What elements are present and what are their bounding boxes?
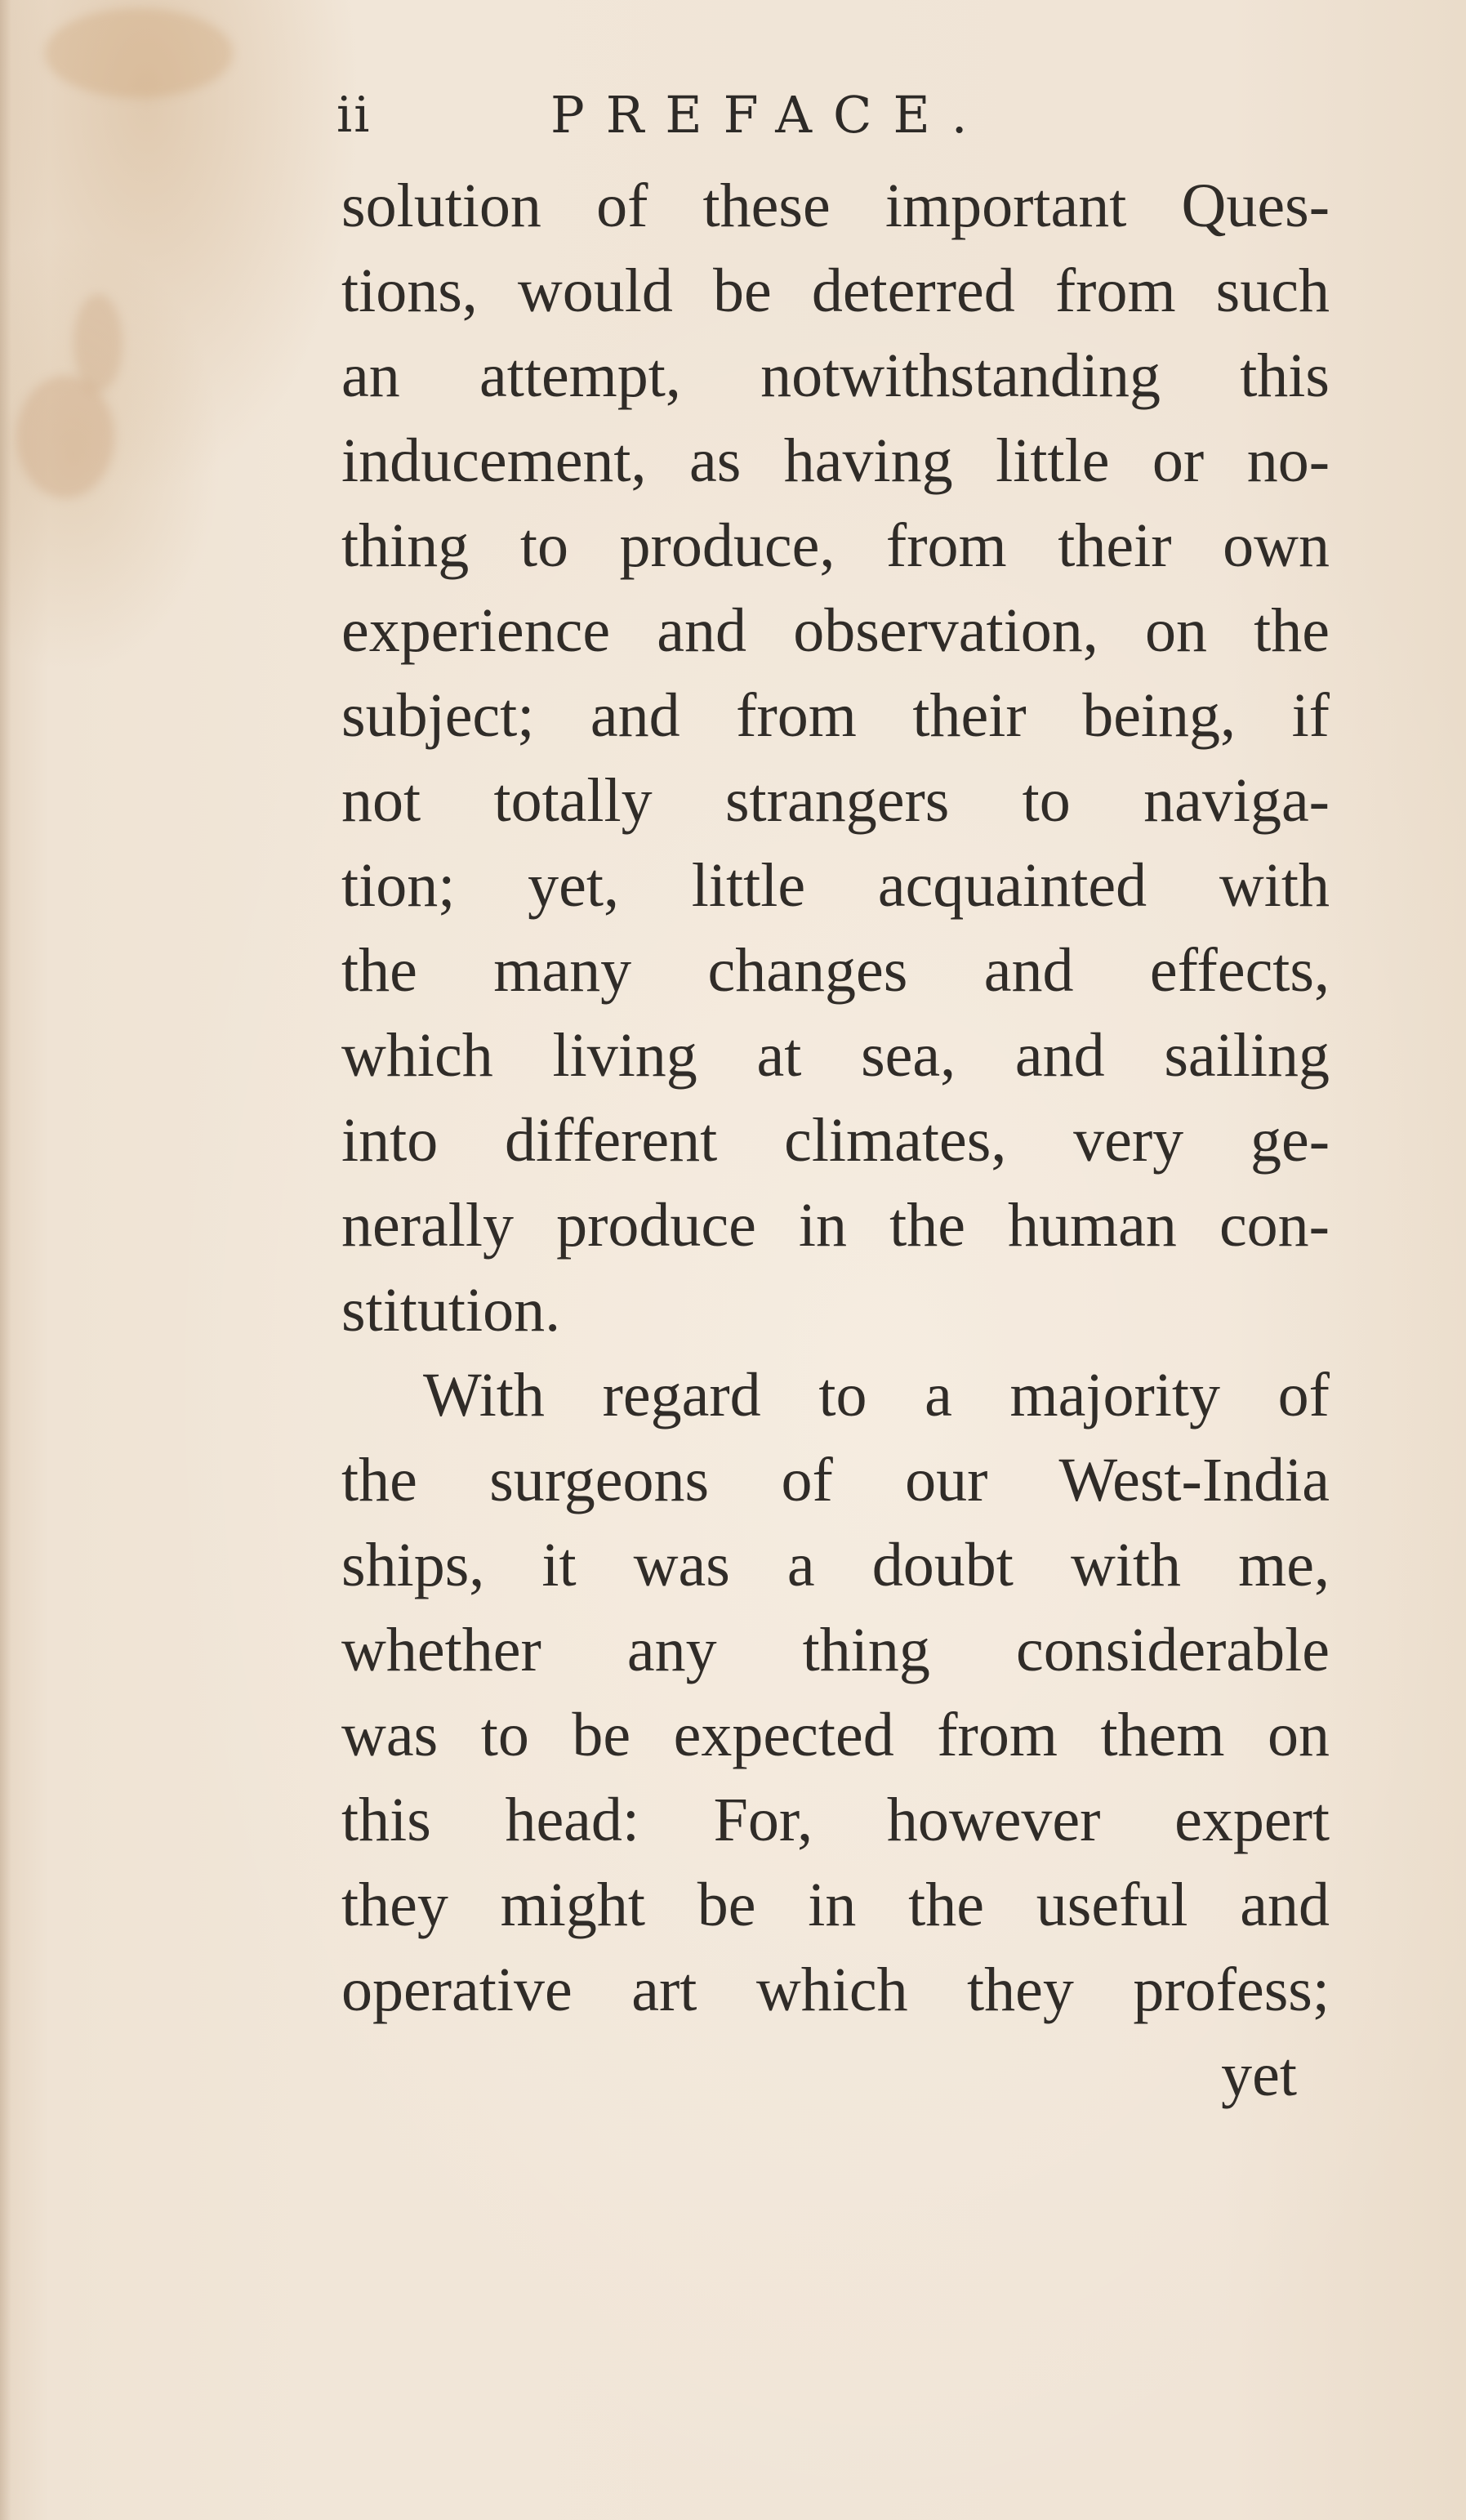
text-line: not totally strangers to naviga- (341, 766, 1330, 835)
text-line: into different climates, very ge- (341, 1106, 1330, 1175)
text-line: solution of these important Ques- (341, 172, 1330, 240)
body-text (341, 163, 1330, 2117)
text-line: tions, would be deterred from such (341, 256, 1330, 325)
text-line: subject; and from their being, if (341, 681, 1330, 750)
text-line: which living at sea, and sailing (341, 1021, 1330, 1090)
paper-stain (16, 376, 114, 498)
paper-stain (74, 294, 123, 392)
text-line: stitution. (341, 1276, 561, 1345)
text-line: tion; yet, little acquainted with (341, 851, 1330, 920)
paragraph-first-line: With regard to a majority of (423, 1361, 1330, 1429)
text-line: ships, it was a doubt with me, (341, 1531, 1330, 1599)
catchword: yet (1221, 2041, 1297, 2109)
text-line: an attempt, notwithstanding this (341, 341, 1330, 410)
text-line: experience and observation, on the (341, 596, 1330, 665)
page-header (336, 78, 1349, 152)
text-line: was to be expected from them on (341, 1701, 1330, 1769)
running-title: PREFACE. (550, 85, 989, 145)
text-line: thing to produce, from their own (341, 511, 1330, 580)
text-line: they might be in the useful and (341, 1871, 1330, 1939)
text-line: the surgeons of our West-India (341, 1446, 1330, 1514)
text-line: this head: For, however expert (341, 1786, 1330, 1854)
paper-stain (45, 8, 233, 98)
text-line: nerally produce in the human con- (341, 1191, 1330, 1260)
text-line: the many changes and effects, (341, 936, 1330, 1005)
text-line: inducement, as having little or no- (341, 426, 1330, 495)
text-line: operative art which they profess; (341, 1956, 1330, 2024)
page-edge-shadow (0, 0, 11, 2520)
page-number: ii (336, 87, 372, 144)
text-line: whether any thing considerable (341, 1616, 1330, 1684)
